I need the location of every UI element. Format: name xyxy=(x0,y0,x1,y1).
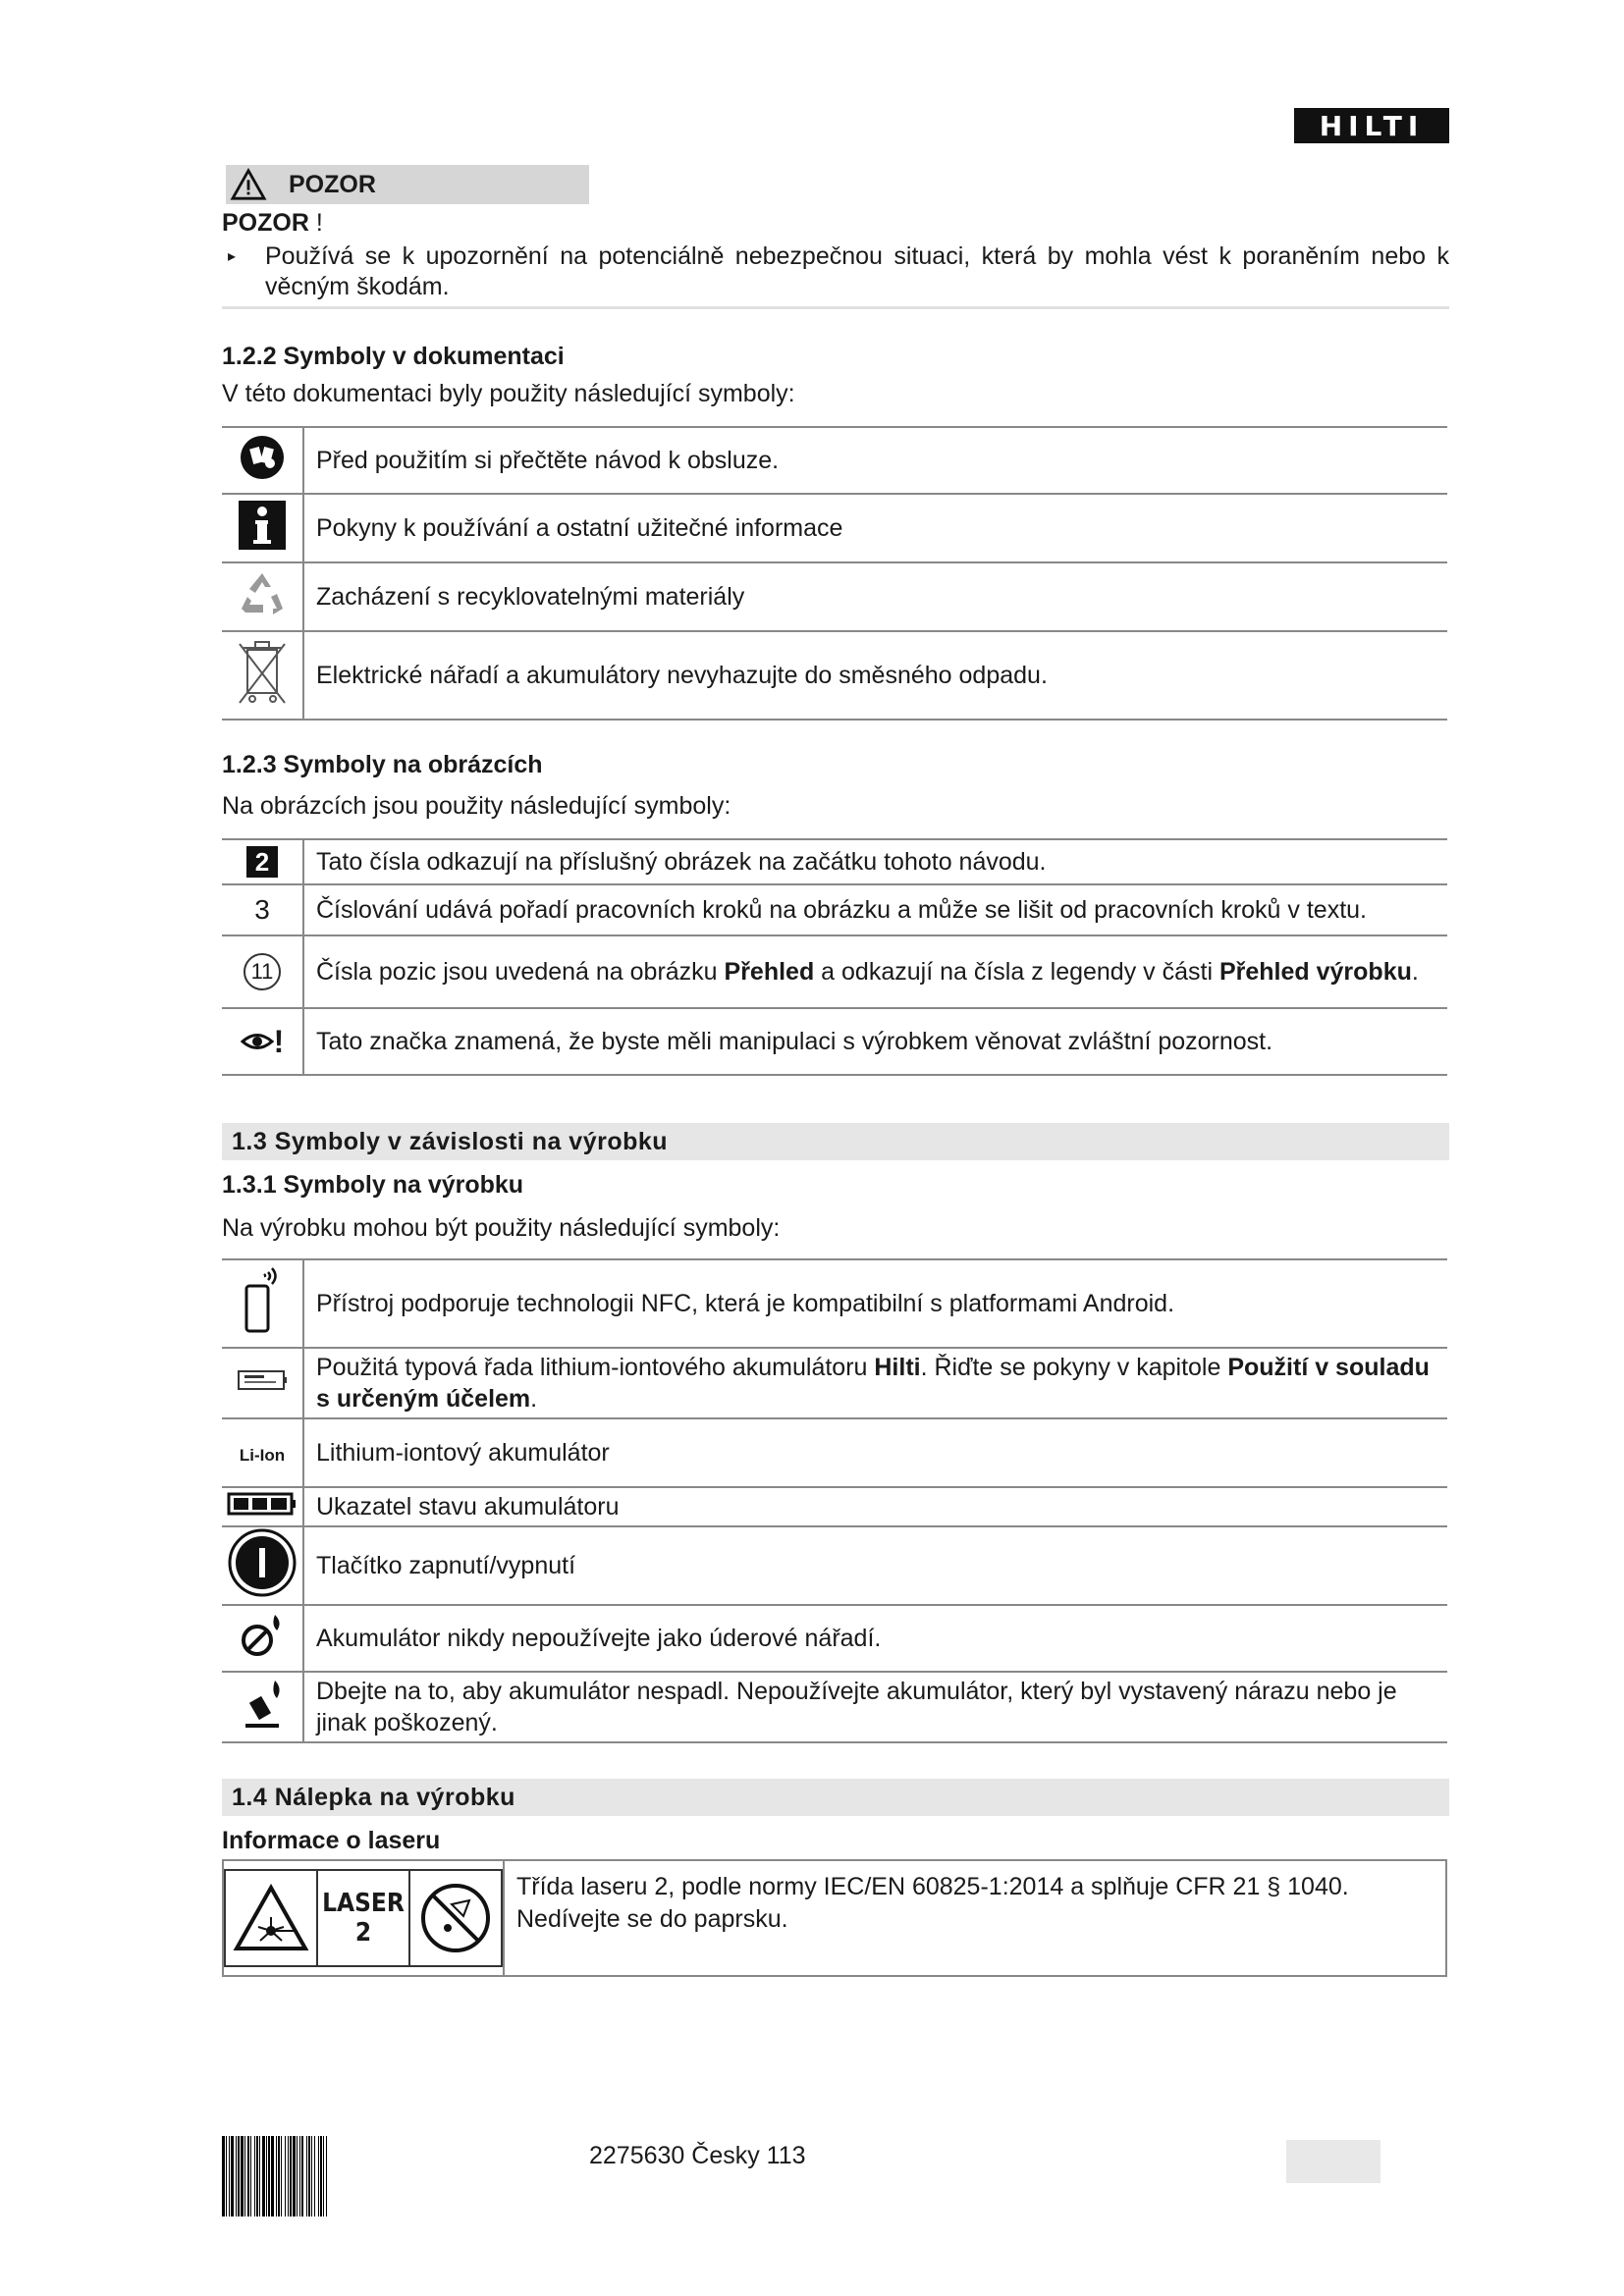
crossed-bin-icon xyxy=(222,631,303,720)
table-row xyxy=(222,935,1447,1008)
li-ion-icon: Li-Ion xyxy=(222,1418,303,1487)
battery-series-icon xyxy=(222,1348,303,1418)
bullet-arrow-icon: ▸ xyxy=(228,248,237,265)
symbols-doc-table xyxy=(222,426,1447,721)
symbol-text: Tato čísla odkazují na příslušný obrázek na začátku tohoto návodu. xyxy=(303,839,1447,884)
barcode xyxy=(222,2136,556,2216)
no-drop-icon xyxy=(222,1672,303,1742)
laser-class-label: LASER 2 xyxy=(318,1871,410,1965)
section-bar-1-4: 1.4 Nálepka na výrobku xyxy=(222,1779,1449,1816)
symbols-figures-table xyxy=(222,838,1447,1076)
symbol-text: Zacházení s recyklovatelnými materiály xyxy=(303,562,1447,631)
symbol-text: Číslování udává pořadí pracovních kroků na obrázku a může se lišit od pracovních kroků v textu. xyxy=(303,884,1447,935)
table-row xyxy=(222,1259,1447,1348)
symbol-text: Použitá typová řada lithium-iontového akumulátoru Hilti. Řiďte se pokyny v kapitole Použití v souladu s určeným účelem. xyxy=(303,1348,1447,1418)
caution-bullet: ▸ Používá se k upozornění na potenciálně nebezpečnou situaci, která by mohla vést k poraněním nebo k věcným škodám. xyxy=(228,242,1449,300)
intro-1-3-1: Na výrobku mohou být použity následující symboly: xyxy=(222,1214,781,1242)
page-footer: 2275630 Česky 113 xyxy=(589,2142,806,2169)
caution-banner-label: POZOR xyxy=(289,170,376,198)
power-button-icon xyxy=(222,1526,303,1605)
symbol-text: Lithium-iontový akumulátor xyxy=(303,1418,1447,1487)
table-row xyxy=(222,562,1447,631)
table-row xyxy=(222,839,1447,884)
section-bar-1-3: 1.3 Symboly v závislosti na výrobku xyxy=(222,1123,1449,1160)
laser-info-table xyxy=(222,1859,1447,1977)
recycle-icon xyxy=(222,562,303,631)
laser-info-text: Třída laseru 2, podle normy IEC/EN 60825-1:2014 a splňuje CFR 21 § 1040. Nedívejte se do paprsku. xyxy=(516,1873,1349,1933)
table-row xyxy=(222,1418,1447,1487)
intro-1-2-3: Na obrázcích jsou použity následující symboly: xyxy=(222,792,731,820)
table-row xyxy=(222,1008,1447,1075)
warning-triangle-icon xyxy=(230,168,267,201)
laser-info-heading: Informace o laseru xyxy=(222,1827,441,1854)
step-number-icon: 3 xyxy=(222,884,303,935)
eye-attention-icon: ! xyxy=(222,1008,303,1075)
table-row xyxy=(222,1605,1447,1672)
symbol-text: Přístroj podporuje technologii NFC, která je kompatibilní s platformami Android. xyxy=(303,1259,1447,1348)
info-icon xyxy=(222,494,303,562)
caution-title: POZOR ! xyxy=(222,209,323,237)
read-manual-icon xyxy=(222,427,303,494)
page-tab xyxy=(1286,2140,1380,2183)
laser-label-cell xyxy=(224,1861,505,1975)
symbol-text: Před použitím si přečtěte návod k obsluze. xyxy=(303,427,1447,494)
table-row xyxy=(222,494,1447,562)
intro-1-2-2: V této dokumentaci byly použity následující symboly: xyxy=(222,380,795,407)
battery-charge-icon xyxy=(222,1487,303,1526)
table-row xyxy=(222,1487,1447,1526)
table-row xyxy=(222,631,1447,720)
position-number-icon: 11 xyxy=(222,935,303,1008)
divider xyxy=(222,306,1449,309)
no-stare-icon xyxy=(410,1871,501,1965)
symbol-text: Čísla pozic jsou uvedená na obrázku Přehled a odkazují na čísla z legendy v části Přehled výrobku. xyxy=(303,935,1447,1008)
table-row xyxy=(222,1672,1447,1742)
heading-1-2-2: 1.2.2 Symboly v dokumentaci xyxy=(222,343,565,370)
heading-1-2-3: 1.2.3 Symboly na obrázcích xyxy=(222,751,543,778)
barcode-bar xyxy=(327,2136,330,2216)
symbol-text: Pokyny k používání a ostatní užitečné informace xyxy=(303,494,1447,562)
hilti-logo: HILTI xyxy=(1294,108,1449,143)
table-row xyxy=(222,884,1447,935)
no-hammer-icon xyxy=(222,1605,303,1672)
symbol-text: Elektrické nářadí a akumulátory nevyhazujte do směsného odpadu. xyxy=(303,631,1447,720)
table-row xyxy=(222,1348,1447,1418)
symbol-text: Tlačítko zapnutí/vypnutí xyxy=(303,1526,1447,1605)
symbol-text: Ukazatel stavu akumulátoru xyxy=(303,1487,1447,1526)
table-row xyxy=(222,1526,1447,1605)
symbol-text: Tato značka znamená, že byste měli manipulaci s výrobkem věnovat zvláštní pozornost. xyxy=(303,1008,1447,1075)
table-row xyxy=(222,427,1447,494)
nfc-phone-icon xyxy=(222,1259,303,1348)
caution-banner xyxy=(226,165,589,204)
symbols-product-table xyxy=(222,1258,1447,1743)
laser-warning-icon xyxy=(226,1871,318,1965)
symbol-text: Akumulátor nikdy nepoužívejte jako úderové nářadí. xyxy=(303,1605,1447,1672)
symbol-text: Dbejte na to, aby akumulátor nespadl. Nepoužívejte akumulátor, který byl vystavený nárazu nebo je jinak poškozený. xyxy=(303,1672,1447,1742)
heading-1-3-1: 1.3.1 Symboly na výrobku xyxy=(222,1171,524,1199)
figure-number-icon: 2 xyxy=(222,839,303,884)
laser-label-image xyxy=(224,1869,503,1967)
